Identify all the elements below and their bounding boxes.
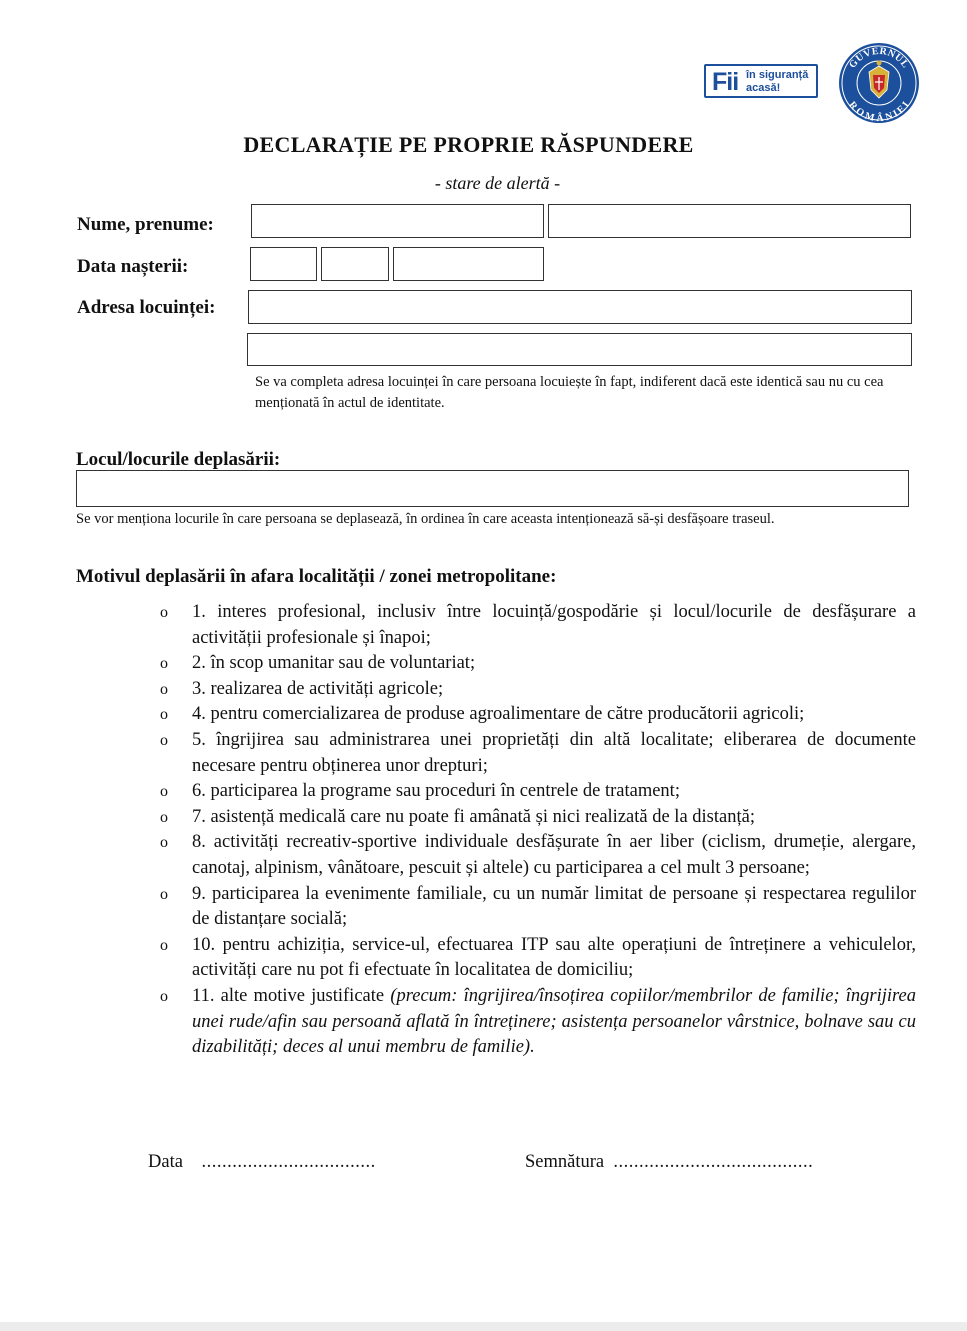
reason-item[interactable]: o 7. asistență medicală care nu poate fi amânată și nici realizată de la distanță;	[160, 805, 916, 831]
list-bullet: o	[160, 604, 168, 621]
list-bullet: o	[160, 936, 168, 954]
address-field-line-1[interactable]	[248, 290, 912, 324]
name-label: Nume, prenume:	[77, 214, 214, 235]
address-note: Se va completa adresa locuinței în care persoana locuiește în fapt, indiferent dacă este identică sau nu cu cea menționată în actul de identitate.	[255, 374, 884, 411]
places-field[interactable]	[76, 470, 909, 507]
reason-item[interactable]: o 10. pentru achiziția, service-ul, efectuarea ITP sau alte operațiuni de întreținere a vehiculelor, activități care nu pot fi efectuate în localitatea de domiciliu;	[160, 934, 916, 981]
list-bullet: o	[160, 731, 168, 749]
places-label: Locul/locurile deplasării:	[76, 449, 281, 470]
date-dots: ..................................	[201, 1152, 376, 1172]
list-bullet: o	[160, 885, 168, 903]
reason-item[interactable]: o 1. interes profesional, inclusiv între locuință/gospodărie și locul/locurile de desfășurare a activității profesionale și înapoi;	[160, 602, 916, 648]
list-bullet: o	[160, 783, 168, 801]
fii-logo-tagline: în siguranță acasă!	[746, 69, 809, 94]
fii-in-siguranta-logo	[704, 64, 818, 98]
list-bullet: o	[160, 808, 168, 826]
reason-item[interactable]: o 4. pentru comercializarea de produse agroalimentare de către producătorii agricoli;	[160, 702, 916, 728]
birth-date-label: Data nașterii:	[77, 256, 189, 277]
list-bullet: o	[160, 655, 168, 673]
reason-item[interactable]: o 6. participarea la programe sau proceduri în centrele de tratament;	[160, 779, 916, 805]
reason-item[interactable]: o 3. realizarea de activități agricole;	[160, 677, 916, 703]
date-line	[148, 1152, 376, 1173]
page-bottom-edge	[0, 1322, 967, 1331]
list-bullet: o	[160, 987, 168, 1005]
date-label: Data	[148, 1152, 183, 1172]
document-subtitle: - stare de alertă -	[434, 173, 561, 193]
last-name-field[interactable]	[251, 204, 544, 238]
seal-text-bottom: ROMÂNIEI	[846, 99, 912, 124]
reasons-list	[160, 600, 916, 1061]
birth-day-field[interactable]	[250, 247, 317, 281]
document-title: DECLARAȚIE PE PROPRIE RĂSPUNDERE	[243, 132, 694, 157]
birth-year-field[interactable]	[393, 247, 544, 281]
list-bullet: o	[160, 706, 168, 724]
seal-text-top: GUVERNUL	[847, 45, 911, 71]
reason-item[interactable]: o 9. participarea la evenimente familiale, cu un număr limitat de persoane și respectarea regulilor de distanțare socială;	[160, 883, 916, 930]
reason-item[interactable]: o 5. îngrijirea sau administrarea unei proprietăți din altă localitate; eliberarea de documente necesare pentru obținerea unor drepturi;	[160, 729, 916, 776]
signature-dots: .......................................	[613, 1152, 814, 1172]
guvernul-romaniei-seal	[838, 42, 920, 124]
first-name-field[interactable]	[548, 204, 911, 238]
address-label: Adresa locuinței:	[77, 297, 216, 318]
signature-label: Semnătura	[525, 1152, 605, 1172]
reason-item[interactable]: o 8. activități recreativ-sportive individuale desfășurate în aer liber (ciclism, drumeție, alergare, canotaj, alpinism, vânătoare, pescuit și altele) cu participarea a cel mult 3 persoane;	[160, 832, 916, 878]
fii-logo-brand: Fii	[712, 68, 739, 96]
reason-item[interactable]: o 11. alte motive justificate (precum: îngrijirea/însoțirea copiilor/membrilor de familie; îngrijirea unei rude/afin sau persoană aflată în întreținere; asistența persoanelor vârstnice, bolnave sau cu dizabilități; deces al unui membru de familie).	[160, 985, 917, 1058]
reasons-heading: Motivul deplasării în afara localității / zonei metropolitane:	[76, 566, 557, 587]
birth-month-field[interactable]	[321, 247, 389, 281]
signature-line	[525, 1152, 813, 1173]
list-bullet: o	[160, 680, 168, 698]
places-note: Se vor menționa locurile în care persoana se deplasează, în ordinea în care aceasta intenționează să-și desfășoare traseul.	[76, 511, 775, 527]
list-bullet: o	[160, 834, 168, 852]
reason-item[interactable]: o 2. în scop umanitar sau de voluntariat;	[160, 651, 916, 677]
address-field-line-2[interactable]	[247, 333, 912, 366]
